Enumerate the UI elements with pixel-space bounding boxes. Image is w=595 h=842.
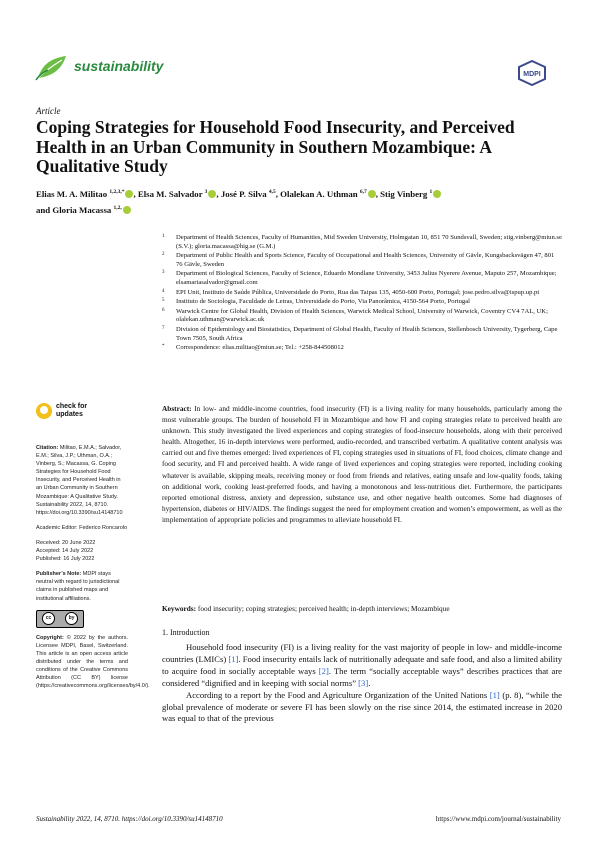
author-name[interactable]: José P. Silva: [220, 188, 267, 199]
author-name[interactable]: Olalekan A. Uthman: [280, 188, 358, 199]
academic-editor: Academic Editor: Federico Roncarolo: [36, 524, 128, 531]
keywords: [162, 604, 562, 614]
affiliation-text: Department of Health Sciences, Faculty of Humanities, Mid Sweden University, Holmgatan 10, 851 70 Sundsvall, Sweden; stig.vinberg@miun.se (S.V.); gloria.macassa@hig.se (G.M.): [176, 234, 562, 250]
publisher-note-text: MDPI stays neutral with regard to jurisdictional claims in published maps and institutional affiliations.: [36, 571, 120, 602]
affiliation-text: Department of Biological Sciences, Faculty of Science, Eduardo Mondlane University, 3453 Julius Nyerere Avenue, Maputo 257, Mozambique; elsamariasalvador@gmail.com: [176, 270, 557, 286]
correspondence-text: Correspondence: elias.militao@miun.se; Tel.: +258-844508012: [176, 344, 344, 352]
affiliation-number: 5: [162, 298, 165, 304]
introduction-body: [162, 642, 562, 725]
citation-link[interactable]: [3]: [358, 677, 369, 688]
affiliation-item: [162, 234, 562, 251]
author-affil-sup: 1: [429, 189, 433, 195]
affiliation-text: Warwick Centre for Global Health, Division of Health Sciences, Warwick Medical School, University of Warwick, Coventry CV4 7AL, UK; olalekan.uthman@warwick.ac.uk: [176, 307, 548, 324]
author-affil-sup: 1,2,: [113, 204, 122, 211]
author-name[interactable]: Gloria Macassa: [52, 204, 112, 215]
affiliation-number: 7: [162, 325, 165, 331]
affiliation-item: [162, 298, 562, 307]
affiliation-item: [162, 270, 562, 287]
journal-name[interactable]: sustainability: [74, 58, 164, 74]
abstract-text: In low- and middle-income countries, food insecurity (FI) is a living reality for many households, particularly among the most vulnerable groups. The burden of household FI in Mozambique and how FI and coping strategies relate to perceived health are unknown. This study investigated the lived experiences and coping strategies of food-insecure households, along with their perceived health. Altogether, 16 in-depth interviews were performed, audio-recorded, and transcribed verbatim. A qualitative content analysis was carried out and five themes emerged: lived experiences of FI, coping strategies used in situations of FI, food choices, climate change and food security, and FI and perceived health. A wide range of lived experiences and coping strategies were reported, including cooking whatever is available, skipping meals, receiving money or food from friends and relatives, eating unsafe and low-quality foods, taking on additional work, cooking least-preferred foods, and having a monotonous and less-nutritious diet. Furthermore, the participants reported emotional distress, anxiety and depression, substance use, and other negative health outcomes. Some had diagnoses of hypertension, diabetes or HIV/AIDS. The findings suggest the need for employment creation and women’s empowerment, as well as the implementation of appropriate policies and programmes to alleviate household FI.: [162, 404, 562, 524]
check-for-updates-badge[interactable]: [36, 403, 116, 423]
text-run: Household food insecurity (FI) is a living reality for the vast majority of people in low- and middle-income countries (LMICs): [162, 642, 562, 664]
orcid-icon[interactable]: [123, 206, 131, 214]
text-run: . The term “socially acceptable ways” describes practices that are considered “dignified and in keeping with social norms”: [162, 665, 562, 688]
citation-label: Citation:: [36, 445, 59, 451]
footer-journal-url[interactable]: https://www.mdpi.com/journal/sustainability: [435, 815, 561, 823]
keywords-text: food insecurity; coping strategies; perceived health; in-depth interviews; Mozambique: [197, 604, 450, 613]
copyright-text: © 2022 by the authors. Licensee MDPI, Basel, Switzerland. This article is an open access article distributed under the terms and conditions of the Creative Commons Attribution (CC BY) license (https://creativecommons.org/licenses/by/4.0/).: [36, 634, 150, 690]
text-run: According to a report by the Food and Agriculture Organization of the United Nations: [186, 689, 490, 700]
affiliation-item: [162, 308, 562, 325]
affiliation-number: 6: [162, 307, 165, 313]
text-run: .: [368, 677, 371, 688]
affiliation-number: 3: [162, 270, 165, 276]
citation-link[interactable]: [2]: [318, 665, 329, 676]
text-run: . Food insecurity entails lack of nutritionally adequate and safe food, and also a limited ability to acquire food in socially acceptable ways: [162, 653, 563, 676]
copyright-label: Copyright:: [36, 634, 64, 641]
paragraph: [162, 690, 562, 726]
orcid-icon[interactable]: [433, 190, 441, 198]
article-type: Article: [36, 106, 61, 116]
abstract: [162, 403, 562, 525]
copyright-block: [36, 634, 150, 691]
affiliation-text: Department of Public Health and Sports Science, Faculty of Occupational and Health Sciences, University of Gävle, Kungsbacksvägen 47, 801 76 Gävle, Sweden: [176, 252, 555, 268]
author-affil-sup: 6,7: [359, 189, 367, 195]
publisher-note: [36, 570, 128, 602]
updates-line2: updates: [56, 411, 83, 418]
sidebar: [36, 444, 150, 697]
author-name[interactable]: Elsa M. Salvador: [137, 188, 203, 199]
authors-joiner: and: [36, 204, 51, 215]
affiliation-text: Instituto de Sociologia, Faculdade de Letras, Universidade do Porto, Via Panorâmica, 4150-564 Porto, Portugal: [176, 298, 470, 306]
orcid-icon[interactable]: [208, 190, 216, 198]
published-date: Published: 16 July 2022: [36, 556, 95, 563]
affiliation-number: 1: [162, 234, 165, 239]
citation-link[interactable]: [1]: [489, 689, 500, 700]
by-icon: by: [65, 612, 78, 625]
author-affil-sup: 1,2,3,*: [109, 189, 125, 195]
cc-by-license-badge[interactable]: [36, 610, 84, 628]
correspondence-marker: *: [162, 344, 165, 350]
affiliation-number: 2: [162, 252, 165, 258]
updates-line1: check for: [56, 403, 88, 410]
citation-block: [36, 444, 128, 517]
citation-link[interactable]: [1]: [228, 653, 239, 664]
author-name[interactable]: Stig Vinberg: [380, 188, 428, 199]
accepted-date: Accepted: 14 July 2022: [36, 548, 94, 555]
affiliation-item: [162, 289, 562, 298]
mdpi-logo-text: MDPI: [523, 71, 541, 78]
author-affil-sup: 3: [204, 189, 208, 195]
abstract-label: Abstract:: [162, 404, 192, 413]
affiliation-item: [162, 326, 562, 343]
affiliation-number: 4: [162, 288, 165, 294]
journal-leaf-logo: [34, 52, 70, 82]
correspondence: [162, 344, 562, 353]
cc-icon: cc: [42, 612, 55, 625]
section-heading: 1. Introduction: [162, 628, 210, 637]
updates-icon: [36, 403, 52, 419]
affiliation-text: Division of Epidemiology and Biostatistics, Department of Global Health, Faculty of Health Sciences, Stellenbosch University, Tygerberg, Cape Town 7505, South Africa: [176, 325, 558, 342]
keywords-label: Keywords:: [162, 604, 197, 613]
paper-title: Coping Strategies for Household Food Insecurity, and Perceived Health in an Urban Community in Southern Mozambique: A Qualitative Study: [36, 117, 515, 176]
affiliation-item: [162, 252, 562, 269]
affiliations: [162, 234, 562, 354]
author-affil-sup: 4,5: [268, 189, 276, 195]
citation-text[interactable]: Militao, E.M.A.; Salvador, E.M.; Silva, J.P.; Uthman, O.A.; Vinberg, S.; Macassa, G. Coping Strategies for Household Food Insecurity, and Perceived Health in an Urban Community in Southern Mozambique: A Qualitative Study. Sustainability 2022, 14, 8710. https://doi.org/10.3390/su14148710: [36, 445, 123, 516]
author-list: Elias M. A. Militao $^{1,2,3,*}$ , Elsa M. Salvador $^3$ , José P. Silva $^{4,5}$, Olalekan A. Uthman $^{6,7}$ , Stig Vinberg $^1$ and Gloria Macassa $^{1,2,}$: [36, 185, 576, 217]
paragraph: [162, 642, 562, 690]
publisher-note-label: Publisher’s Note:: [36, 571, 82, 578]
author-name[interactable]: Elias M. A. Militao: [36, 188, 108, 199]
footer-citation[interactable]: Sustainability 2022, 14, 8710. https://doi.org/10.3390/su14148710: [36, 815, 223, 823]
text-run: (p. 8), “while the global prevalence of moderate or severe FI has been slowly on the rise since 2014, the estimated increase in 2020 was equal to that of the previous: [162, 689, 562, 724]
received-date: Received: 20 June 2022: [36, 539, 96, 546]
orcid-icon[interactable]: [368, 190, 376, 198]
orcid-icon[interactable]: [125, 190, 133, 198]
mdpi-logo[interactable]: [517, 60, 547, 86]
affiliation-text: EPI Unit, Instituto de Saúde Pública, Universidade do Porto, Rua das Taipas 135, 4050-600 Porto, Portugal; jose.pedro.silva@ispup.up.pt: [176, 288, 540, 296]
